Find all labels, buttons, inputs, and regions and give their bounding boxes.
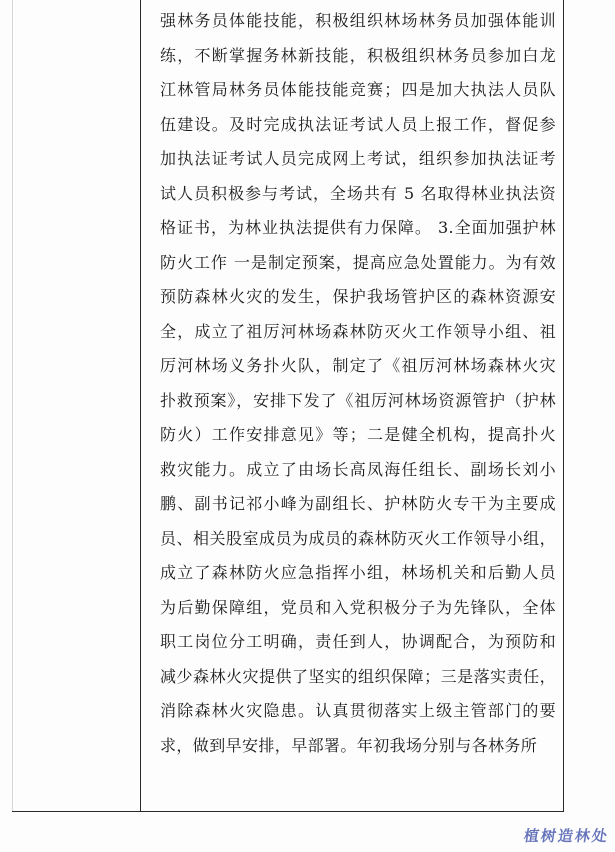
document-body (160, 4, 556, 763)
text-line: 练，不断掌握务林新技能，积极组织林务员参加白龙 (160, 45, 556, 65)
text-line: 为后勤保障组，党员和入党积极分子为先锋队，全体 (160, 597, 556, 617)
text-line: 试人员积极参与考试，全场共有 5 名取得林业执法资 (160, 183, 556, 203)
table-left-cell (12, 0, 140, 812)
text-line: 职工岗位分工明确，责任到人，协调配合，为预防和 (160, 632, 556, 651)
text-line: 预防森林火灾的发生，保护我场管护区的森林资源安 (160, 287, 556, 306)
text-line: 加执法证考试人员完成网上考试，组织参加执法证考 (160, 149, 556, 168)
text-line: 防火工作 一是制定预案，提高应急处置能力。为有效 (160, 252, 556, 272)
text-line: 鹏、副书记祁小峰为副组长、护林防火专干为主要成 (160, 494, 556, 513)
text-line: 伍建设。及时完成执法证考试人员上报工作，督促参 (160, 114, 556, 134)
signature-stamp: 植树造林处 (522, 827, 611, 845)
text-line: 全，成立了祖厉河林场森林防灭火工作领导小组、祖 (160, 321, 556, 341)
text-line: 成立了森林防火应急指挥小组，林场机关和后勤人员 (160, 563, 556, 582)
text-line: 格证书，为林业执法提供有力保障。 3.全面加强护林 (160, 218, 556, 237)
text-line: 员、相关股室成员为成员的森林防灭火工作领导小组， (160, 528, 556, 548)
text-line: 扑救预案》，安排下发了《祖厉河林场资源管护（护林 (160, 390, 556, 410)
text-line: 消除森林火灾隐患。认真贯彻落实上级主管部门的要 (160, 701, 556, 720)
text-line: 减少森林火灾提供了坚实的组织保障；三是落实责任， (160, 666, 556, 686)
text-line: 江林管局林务员体能技能竞赛；四是加大执法人员队 (160, 80, 556, 99)
text-line: 救灾能力。成立了由场长高凤海任组长、副场长刘小 (160, 459, 556, 479)
text-line: 厉河林场义务扑火队，制定了《祖厉河林场森林火灾 (160, 356, 556, 375)
text-line: 强林务员体能技能，积极组织林场林务员加强体能训 (160, 11, 556, 30)
text-line: 求，做到早安排，早部署。年初我场分别与各林务所 (160, 735, 538, 755)
table-column-divider (140, 0, 141, 812)
text-line: 防火）工作安排意见》等；二是健全机构，提高扑火 (160, 425, 556, 444)
